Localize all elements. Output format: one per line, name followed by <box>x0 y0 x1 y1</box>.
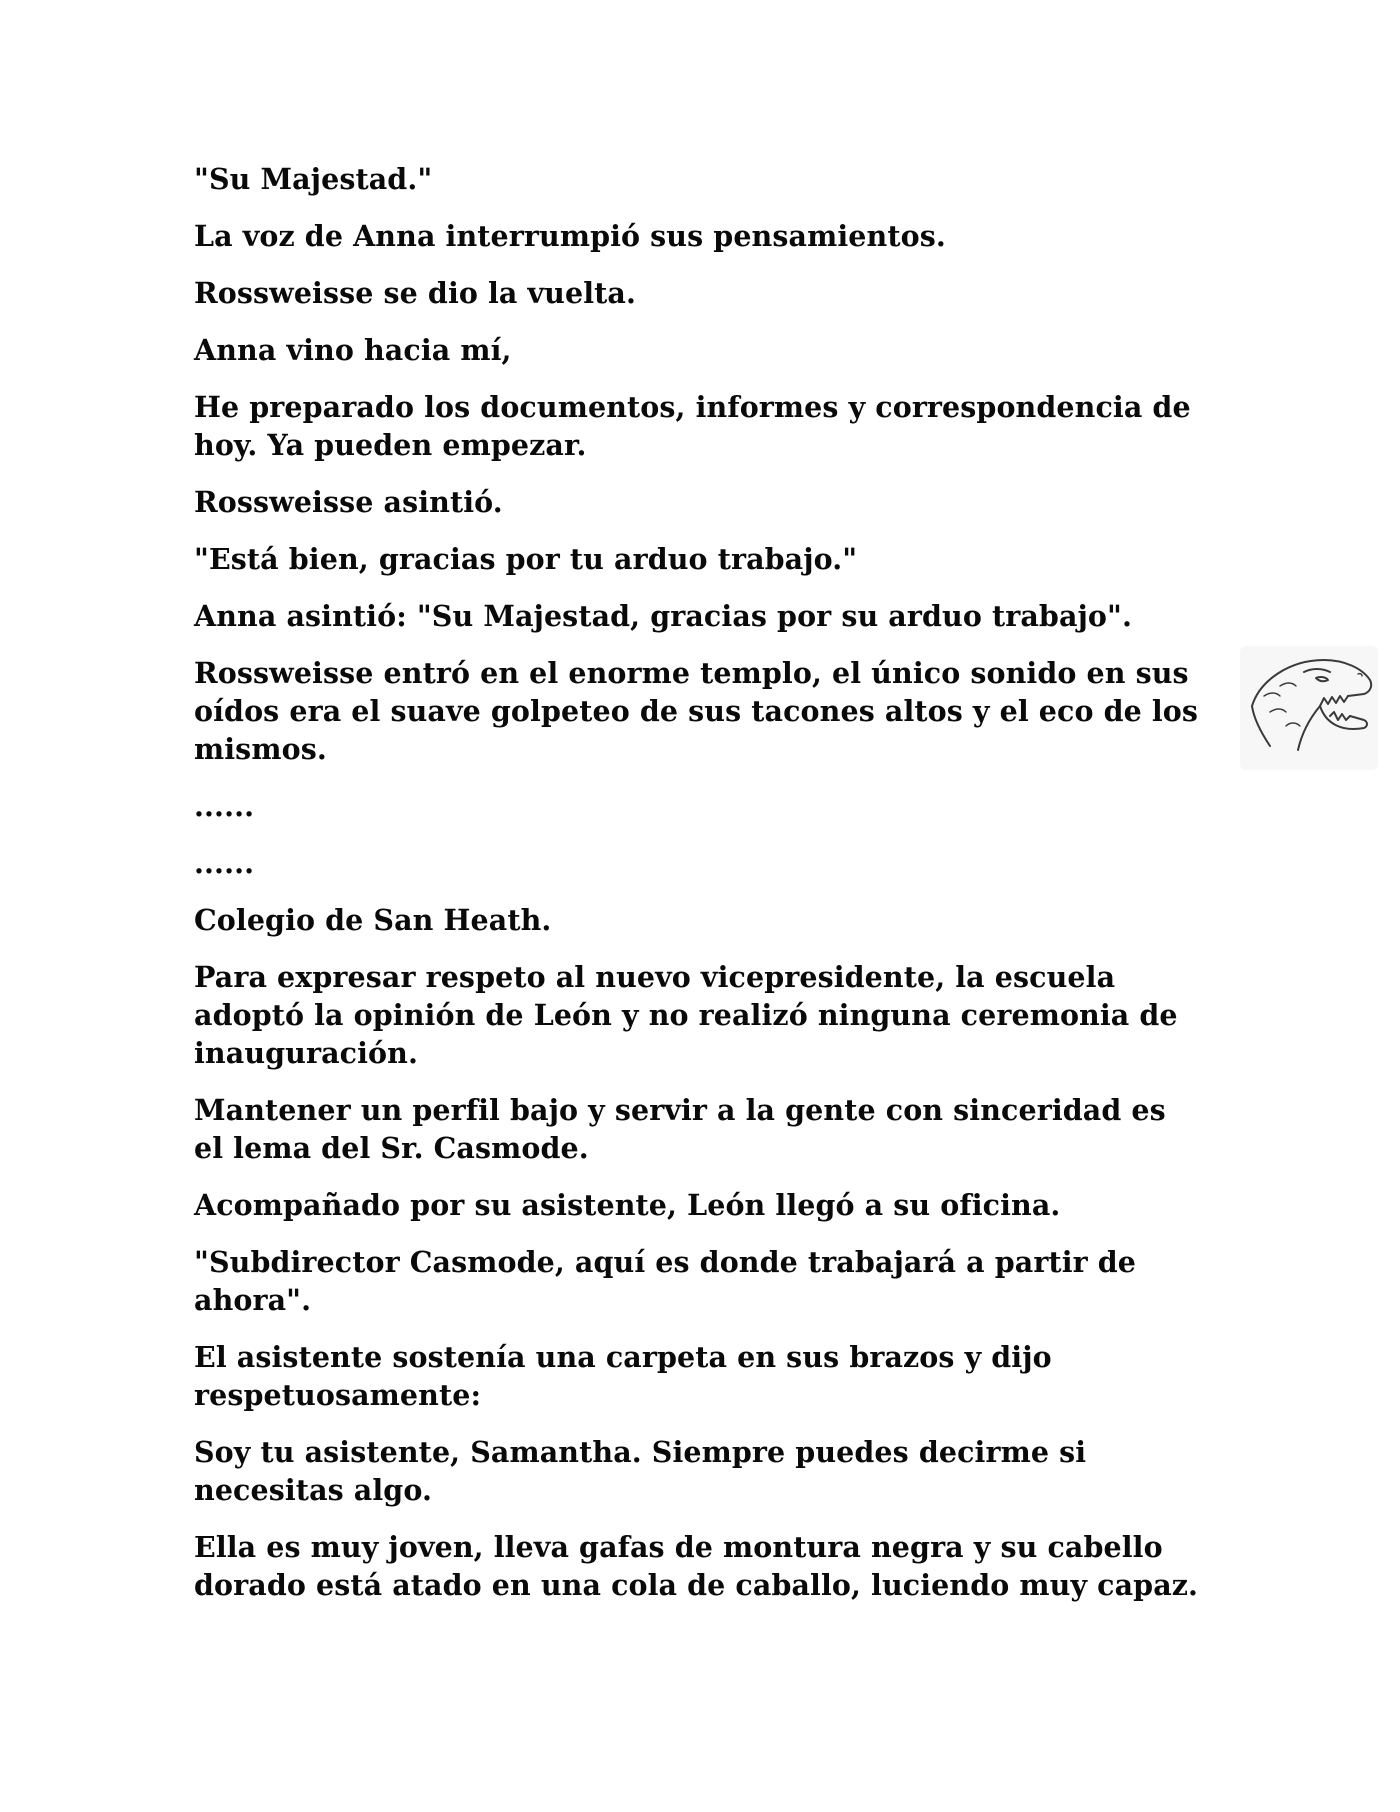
paragraph: Anna vino hacia mí, <box>194 333 512 367</box>
paragraph: Rossweisse asintió. <box>194 485 503 519</box>
ellipsis-separator: ...... <box>194 846 255 880</box>
paragraph: Anna asintió: "Su Majestad, gracias por su arduo trabajo". <box>194 599 1133 633</box>
paragraph: "Está bien, gracias por tu arduo trabajo." <box>194 542 858 576</box>
paragraph: Acompañado por su asistente, León llegó a su oficina. <box>194 1188 1061 1222</box>
paragraph: Colegio de San Heath. <box>194 903 552 937</box>
paragraph: Ella es muy joven, lleva gafas de montura negra y su cabello dorado está atado en una cola de caballo, luciendo muy capaz. <box>194 1530 1199 1602</box>
paragraph: Mantener un perfil bajo y servir a la gente con sinceridad es el lema del Sr. Casmode. <box>194 1093 1166 1165</box>
paragraph: Soy tu asistente, Samantha. Siempre puedes decirme si necesitas algo. <box>194 1435 1087 1507</box>
paragraph: "Subdirector Casmode, aquí es donde trabajará a partir de ahora". <box>194 1245 1137 1317</box>
paragraph: "Su Majestad." <box>194 162 433 196</box>
paragraph: La voz de Anna interrumpió sus pensamientos. <box>194 219 946 253</box>
dinosaur-head-icon <box>1240 646 1378 770</box>
paragraph: He preparado los documentos, informes y correspondencia de hoy. Ya pueden empezar. <box>194 390 1191 462</box>
paragraph: El asistente sostenía una carpeta en sus brazos y dijo respetuosamente: <box>194 1340 1052 1412</box>
paragraph: Para expresar respeto al nuevo vicepresidente, la escuela adoptó la opinión de León y no realizó ninguna ceremonia de inauguración. <box>194 960 1178 1070</box>
body-text <box>194 160 1204 1623</box>
paragraph: Rossweisse se dio la vuelta. <box>194 276 637 310</box>
paragraph: Rossweisse entró en el enorme templo, el único sonido en sus oídos era el suave golpeteo de sus tacones altos y el eco de los mismos. <box>194 656 1199 766</box>
ellipsis-separator: ...... <box>194 789 255 823</box>
